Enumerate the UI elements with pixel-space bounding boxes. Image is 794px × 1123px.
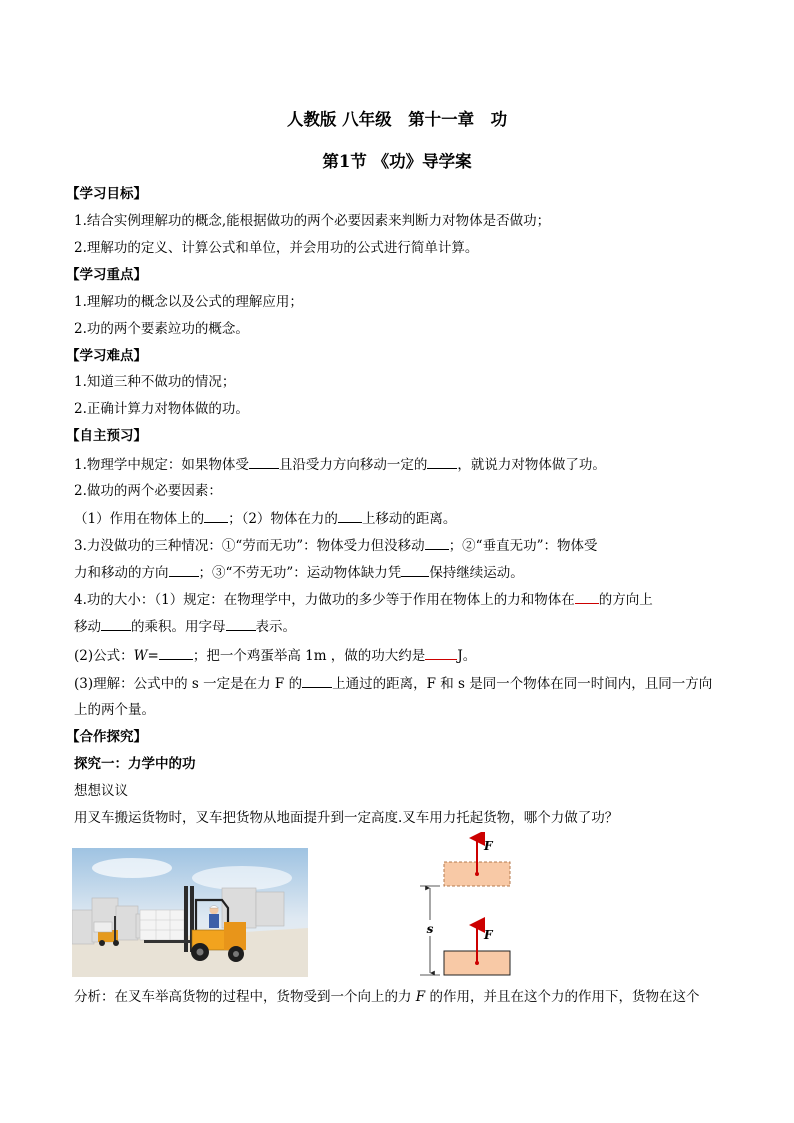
difficulty-item-2: 2.正确计算力对物体做的功。 [74, 401, 249, 417]
key-item-1: 1.理解功的概念以及公式的理解应用； [74, 294, 303, 310]
fill-blank[interactable] [169, 562, 199, 577]
forklift-illustration [72, 848, 308, 977]
goal-item-1: 1.结合实例理解功的概念,能根据做功的两个必要因素来判断力对物体是否做功； [74, 213, 551, 229]
fill-blank[interactable] [101, 616, 131, 631]
preview-line-9: (3)理解：公式中的 s 一定是在力 F 的 上通过的距离，F 和 s 是同一个物体在同一时间内，且同一方向 [74, 673, 734, 694]
section-preview-heading: 【自主预习】 [66, 428, 147, 444]
section-explore-heading: 【合作探究】 [66, 729, 147, 745]
distance-label: s [426, 922, 434, 936]
analysis-line: 分析：在叉车举高货物的过程中，货物受到一个向上的力 F 的作用，并且在这个力的作用下，货物在这个 [74, 989, 700, 1005]
fill-blank[interactable] [425, 535, 449, 550]
preview-line-10: 上的两个量。 [74, 702, 155, 718]
force-label-bottom: F [484, 928, 493, 942]
section-goals-heading: 【学习目标】 [66, 186, 147, 202]
force-label-top: F [484, 839, 493, 853]
fill-blank[interactable] [302, 673, 332, 688]
explore-question: 用叉车搬运货物时，叉车把货物从地面提升到一定高度.叉车用力托起货物，哪个力做了功？ [74, 810, 619, 826]
goal-item-2: 2.理解功的定义、计算公式和单位，并会用功的公式进行简单计算。 [74, 240, 479, 256]
preview-line-4: 3.力没做功的三种情况：①“劳而无功”：物体受力但没移动 ；②“垂直无功”：物体受 [74, 535, 734, 556]
difficulty-item-1: 1.知道三种不做功的情况； [74, 374, 236, 390]
explore-subheading: 探究一：力学中的功 [74, 756, 196, 772]
fill-blank[interactable] [249, 454, 279, 469]
fill-blank[interactable] [204, 508, 228, 523]
fill-blank[interactable] [425, 645, 457, 660]
fill-blank[interactable] [338, 508, 362, 523]
preview-line-2: 2.做功的两个必要因素： [74, 483, 222, 499]
preview-line-8: (2)公式：W= ；把一个鸡蛋举高 1m ，做的功大约是 J。 [74, 645, 734, 666]
explore-think: 想想议议 [74, 783, 128, 799]
fill-blank[interactable] [427, 454, 457, 469]
preview-line-5: 力和移动的方向 ；③“不劳无功”：运动物体缺力凭 保持继续运动。 [74, 562, 734, 583]
document-subtitle: 第1节 《功》导学案 [322, 152, 472, 171]
preview-line-3: （1）作用在物体上的 ；（2）物体在力的 上移动的距离。 [74, 508, 734, 529]
forklift-photo [72, 848, 308, 977]
fill-blank[interactable] [401, 562, 429, 577]
force-distance-diagram [418, 832, 518, 978]
preview-line-6: 4.功的大小：（1）规定：在物理学中，力做功的多少等于作用在物体上的力和物体在 的方向上 [74, 589, 734, 610]
preview-line-1: 1.物理学中规定：如果物体受 且沿受力方向移动一定的 ，就说力对物体做了功。 [74, 454, 734, 475]
preview-line-7: 移动 的乘积。用字母 表示。 [74, 616, 734, 637]
document-title: 人教版 八年级 第十一章 功 [286, 110, 508, 129]
section-key-heading: 【学习重点】 [66, 267, 147, 283]
fill-blank[interactable] [226, 616, 256, 631]
key-item-2: 2.功的两个要素竝功的概念。 [74, 321, 249, 337]
fill-blank[interactable] [575, 589, 599, 604]
section-difficulty-heading: 【学习难点】 [66, 348, 147, 364]
fill-blank[interactable] [159, 645, 193, 660]
